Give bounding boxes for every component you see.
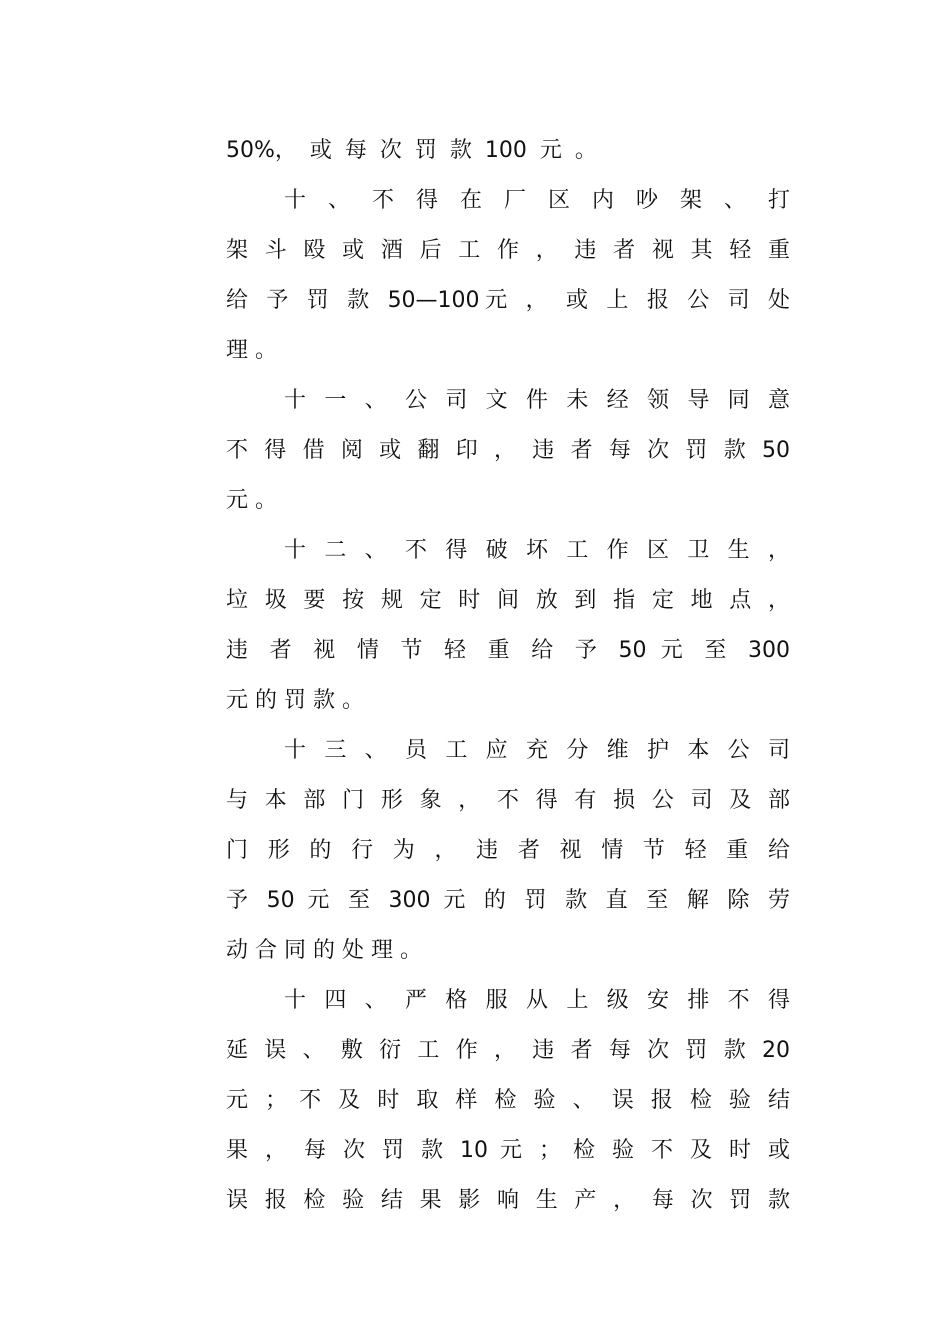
text-line-2: 十 、 不 得 在 厂 区 内 吵 架 、 打 [284, 188, 790, 213]
text-line-3: 架 斗 殴 或 酒 后 工 作 ， 违 者 视 其 轻 重 [226, 238, 790, 263]
text-line-15: 门 形 的 行 为 ， 违 者 视 情 节 轻 重 给 [226, 838, 790, 863]
text-line-19: 延 误 、 敷 衍 工 作 ， 违 者 每 次 罚 款 20 [226, 1038, 790, 1063]
text-line-6: 十 一 、 公 司 文 件 未 经 领 导 同 意 [284, 388, 790, 413]
text-line-4: 给 予 罚 款 50—100元 ， 或 上 报 公 司 处 [226, 288, 790, 313]
text-line-14: 与 本 部 门 形 象 ， 不 得 有 损 公 司 及 部 [226, 788, 790, 813]
text-line-5: 理 。 [226, 338, 277, 363]
text-line-10: 垃 圾 要 按 规 定 时 间 放 到 指 定 地 点 ， [226, 588, 790, 613]
text-line-20: 元 ； 不 及 时 取 样 检 验 、 误 报 检 验 结 [226, 1088, 790, 1113]
text-line-13: 十 三 、 员 工 应 充 分 维 护 本 公 司 [284, 738, 790, 763]
text-line-21: 果 ， 每 次 罚 款 10 元 ； 检 验 不 及 时 或 [226, 1138, 790, 1163]
text-line-16: 予 50 元 至 300 元 的 罚 款 直 至 解 除 劳 [226, 888, 790, 913]
text-line-7: 不 得 借 阅 或 翻 印 ， 违 者 每 次 罚 款 50 [226, 438, 790, 463]
text-line-9: 十 二 、 不 得 破 坏 工 作 区 卫 生 ， [284, 538, 790, 563]
text-line-22: 误 报 检 验 结 果 影 响 生 产 ， 每 次 罚 款 [226, 1188, 790, 1213]
text-line-12: 元 的 罚 款 。 [226, 688, 364, 713]
text-line-17: 动 合 同 的 处 理 。 [226, 938, 422, 963]
text-line-18: 十 四 、 严 格 服 从 上 级 安 排 不 得 [284, 988, 790, 1013]
text-line-11: 违 者 视 情 节 轻 重 给 予 50 元 至 300 [226, 638, 790, 663]
text-line-1: 50%， 或 每 次 罚 款 100 元 。 [226, 138, 597, 163]
text-line-8: 元 。 [226, 488, 277, 513]
